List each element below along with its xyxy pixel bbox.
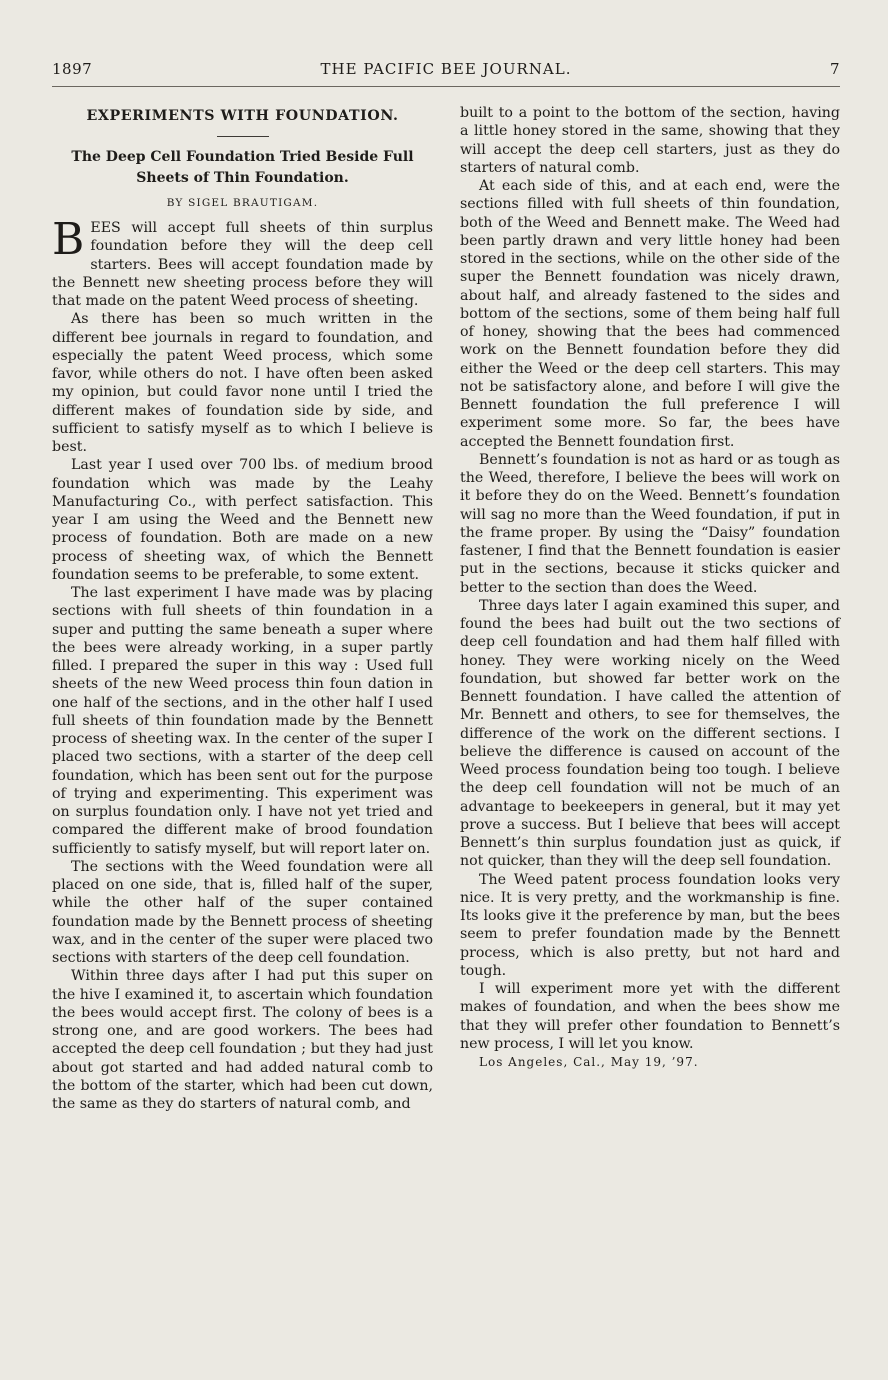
right-column	[460, 104, 840, 1071]
paragraph-1-text: will accept full sheets of thin surplus foundation before they will the deep cell starters. Bees will accept foundation made by the Bennett new sheeting process before they will that made on the patent Weed process of sheeting.	[52, 220, 433, 309]
dateline: Los Angeles, Cal., May 19, ’97.	[479, 1055, 699, 1069]
header-year: 1897	[52, 60, 93, 78]
header-page-number: 7	[829, 60, 840, 78]
page-header	[52, 60, 840, 84]
article-byline: BY SIGEL BRAUTIGAM.	[166, 197, 319, 209]
paragraph-11: I will experiment more yet with the different makes of foundation, and when the bees show me that they will prefer other foundation to Bennett’s new process, I will let you know.	[460, 981, 840, 1052]
left-column	[52, 104, 433, 1113]
paragraph-7: At each side of this, and at each end, were the sections filled with full sheets of thin foundation, both of the Weed and Bennett make. The Weed had been partly drawn and very little honey had been stored in the sections, while on the other side of the super the Bennett foundation was nicely drawn, about half, and already fastened to the sides and bottom of the sections, some of them being half full of honey, showing that the bees had commenced work on the Bennett foundation before they did either the Weed or the deep cell starters. This may not be satisfactory alone, and before I will give the Bennett foundation the full preference I will experiment some more. So far, the bees have accepted the Bennett foundation first.	[460, 178, 840, 450]
paragraph-9: Three days later I again examined this super, and found the bees had built out the two sections of deep cell foundation and had them half filled with honey. They were working nicely on the Weed foundation, but showed far better work on the Bennett foundation. I have called the attention of Mr. Bennett and others, to see for themselves, the difference of the work on the different sections. I believe the difference is caused on account of the Weed process foundation being too tough. I believe the deep cell foundation will not be much of an advantage to beekeepers in general, but it may yet prove a success. But I believe that bees will accept Bennett’s thin surplus foundation just as quick, if not quicker, than they will the deep sell foundation.	[460, 597, 840, 870]
article-subtitle: The Deep Cell Foundation Tried Beside Full Sheets of Thin Foundation.	[71, 149, 414, 186]
paragraph-8: Bennett’s foundation is not as hard or as tough as the Weed, therefore, I believe the bees will work on it before they do on the Weed. Bennett’s foundation will sag no more than the Weed foundation, if put in the frame proper. By using the “Daisy” foundation fastener, I find that the Bennett foundation is easier put in the sections, because it sticks quicker and better to the section than does the Weed.	[460, 451, 840, 596]
paragraph-10: The Weed patent process foundation looks very nice. It is very pretty, and the workmanship is fine. Its looks give it the preference by man, but the bees seem to prefer foundation made by the Bennett process, which is also pretty, but not hard and tough.	[460, 871, 840, 979]
paragraph-3: Last year I used over 700 lbs. of medium brood foundation which was made by the Leahy Manufacturing Co., with perfect satisfaction. This year I am using the Weed and the Bennett new process of foundation. Both are made on a new process of sheeting wax, of which the Bennett foundation seems to be preferable, to some extent.	[52, 457, 433, 583]
first-word-rest: EES	[90, 220, 121, 236]
paragraph-6-continued: built to a point to the bottom of the section, having a little honey stored in the same, showing that they will accept the deep cell starters, just as they do starters of natural comb.	[460, 105, 840, 176]
header-journal-title: THE PACIFIC BEE JOURNAL.	[320, 60, 572, 78]
drop-cap: B	[52, 214, 85, 265]
title-divider	[217, 136, 269, 137]
paragraph-6: Within three days after I had put this super on the hive I examined it, to ascertain which foundation the bees would accept first. The colony of bees is a strong one, and are good workers. The bees had accepted the deep cell foundation ; but they had just about got started and had added natural comb to the bottom of the starter, which had been cut down, the same as they do starters of natural comb, and	[52, 968, 433, 1112]
paragraph-5: The sections with the Weed foundation were all placed on one side, that is, filled half of the super, while the other half of the super contained foundation made by the Bennett process of sheeting wax, and in the center of the super were placed two sections with starters of the deep cell foundation.	[52, 858, 433, 966]
paragraph-4: The last experiment I have made was by placing sections with full sheets of thin foundation in a super and putting the same beneath a super where the bees were already working, in a super partly filled. I prepared the super in this way : Used full sheets of the new Weed process thin foun dation in one half of the sections, and in the other half I used full sheets of thin foundation made by the Bennett process of sheeting wax. In the center of the super I placed two sections, with a starter of the deep cell foundation, which has been sent out for the purpose of trying and experimenting. This experiment was on surplus foundation only. I have not yet tried and compared the different make of brood foundation sufficiently to satisfy myself, but will report later on.	[52, 585, 433, 857]
paragraph-2: As there has been so much written in the different bee journals in regard to foundation, and especially the patent Weed process, which some favor, while others do not. I have often been asked my opinion, but could favor none until I tried the different makes of foundation side by side, and sufficient to satisfy myself as to which I believe is best.	[52, 311, 433, 455]
article-title: EXPERIMENTS WITH FOUNDATION.	[86, 108, 399, 124]
paragraph-1	[52, 214, 433, 310]
header-rule	[52, 86, 840, 87]
